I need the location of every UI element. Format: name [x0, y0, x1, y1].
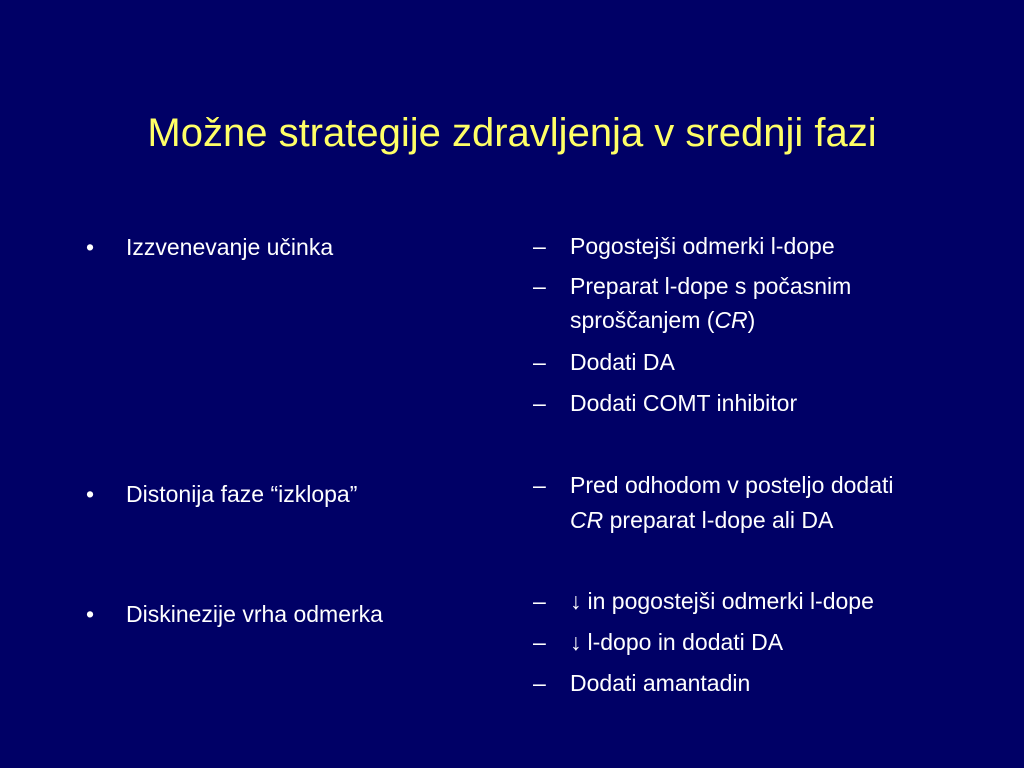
dash-icon: – — [533, 472, 546, 498]
dash-icon: – — [533, 233, 546, 259]
sub-text — [570, 626, 783, 658]
dash-icon: – — [533, 670, 546, 696]
dash-icon: – — [533, 588, 546, 614]
sub-text — [570, 585, 874, 617]
sub-text: Dodati COMT inhibitor — [570, 390, 798, 416]
sub-text-italic: CR — [714, 307, 748, 333]
sub-text-continuation — [570, 304, 755, 336]
dash-icon: – — [533, 273, 546, 299]
sub-text-part: preparat l-dope ali DA — [603, 507, 834, 533]
sub-text: Pogostejši odmerki l-dope — [570, 233, 835, 259]
bullet-text: Distonija faze “izklopa” — [126, 481, 358, 507]
sub-text: Preparat l-dope s počasnim — [570, 273, 852, 299]
bullet-text: Diskinezije vrha odmerka — [126, 601, 383, 627]
sub-text-part: l-dopo in dodati DA — [587, 629, 784, 655]
dash-icon: – — [533, 629, 546, 655]
dash-icon: – — [533, 349, 546, 375]
bullet-icon: • — [86, 601, 95, 627]
bullet-icon: • — [86, 481, 95, 507]
slide-title: Možne strategije zdravljenja v srednji fazi — [147, 111, 877, 155]
dash-icon: – — [533, 390, 546, 416]
sub-text-part: sproščanjem ( — [570, 307, 715, 333]
arrow-down-icon: ↓ — [570, 629, 582, 655]
sub-text-part: ) — [747, 307, 756, 333]
sub-text: Dodati amantadin — [570, 670, 751, 696]
sub-text: Dodati DA — [570, 349, 675, 375]
sub-text-continuation — [570, 504, 833, 536]
arrow-down-icon: ↓ — [570, 588, 582, 614]
bullet-icon: • — [86, 234, 95, 260]
sub-text: Pred odhodom v posteljo dodati — [570, 472, 894, 498]
sub-text-italic: CR — [570, 507, 604, 533]
sub-text-part: in pogostejši odmerki l-dope — [587, 588, 874, 614]
bullet-text: Izzvenevanje učinka — [126, 234, 334, 260]
